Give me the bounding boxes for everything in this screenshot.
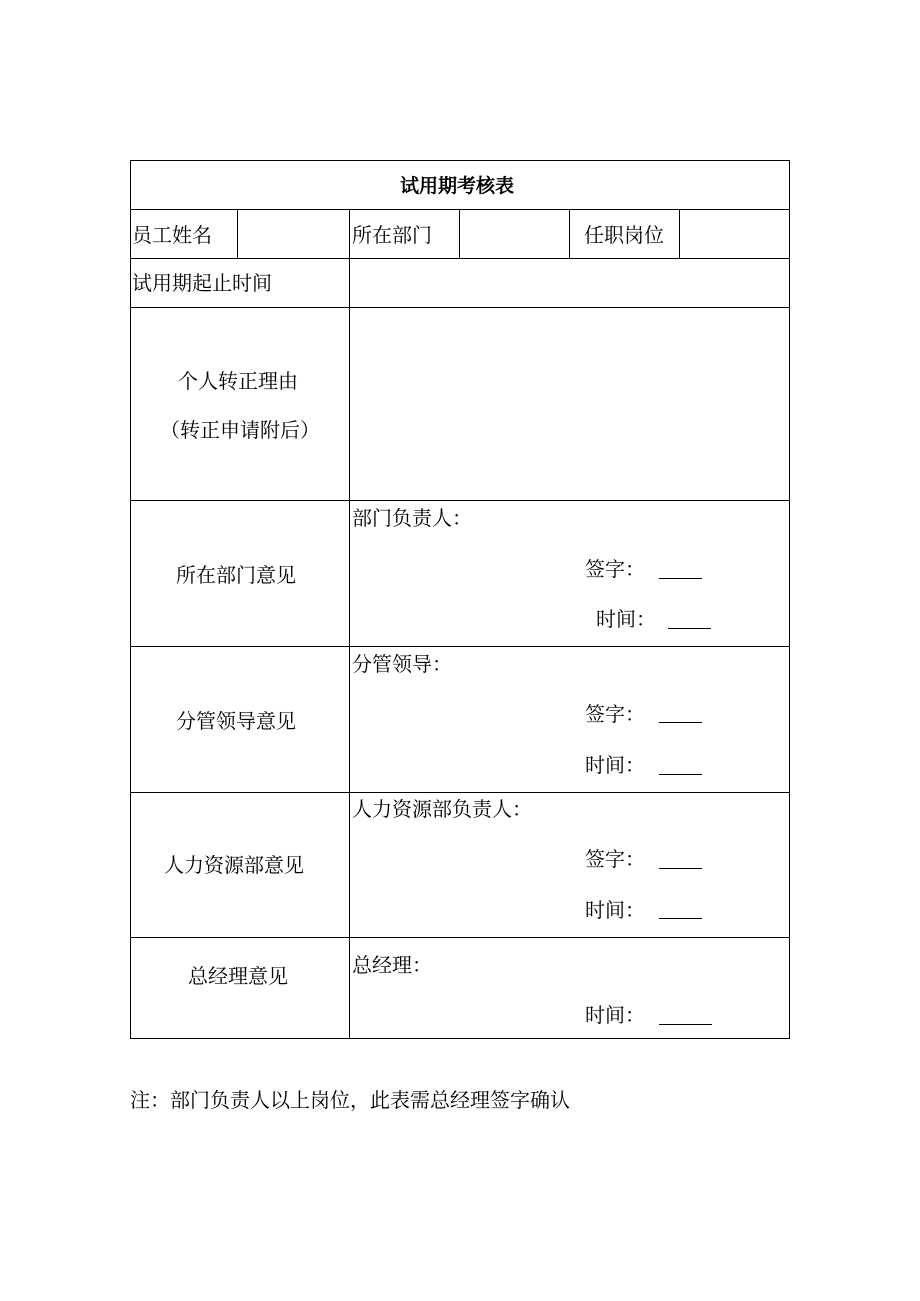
- leader-time-label: 时间：: [585, 753, 645, 777]
- table-border-right: [789, 160, 790, 1039]
- hr-time-blank[interactable]: [659, 918, 702, 919]
- gm-time-blank[interactable]: [659, 1024, 712, 1025]
- leader-head-label: 分管领导：: [352, 652, 452, 676]
- position-field[interactable]: [680, 210, 788, 258]
- gm-opinion-label: 总经理意见: [188, 964, 288, 988]
- gm-head-label: 总经理：: [352, 953, 432, 977]
- dept-sign-blank[interactable]: [659, 578, 702, 579]
- probation-period-field[interactable]: [350, 259, 788, 306]
- employee-name-field[interactable]: [238, 210, 348, 258]
- leader-opinion-label: 分管领导意见: [176, 709, 296, 733]
- confirmation-reason-label: 个人转正理由: [178, 369, 298, 393]
- form-title: 试用期考核表: [400, 175, 515, 197]
- column-divider: [569, 209, 570, 259]
- dept-opinion-label: 所在部门意见: [176, 563, 296, 587]
- dept-time-label: 时间：: [596, 607, 656, 631]
- employee-name-label: 员工姓名: [132, 223, 212, 247]
- confirmation-reason-note: （转正申请附后）: [160, 418, 320, 442]
- hr-sign-blank[interactable]: [659, 868, 702, 869]
- confirmation-reason-field[interactable]: [350, 308, 788, 499]
- footnote: 注：部门负责人以上岗位，此表需总经理签字确认: [130, 1088, 570, 1112]
- hr-time-label: 时间：: [585, 898, 645, 922]
- row-divider: [130, 500, 790, 501]
- hr-opinion-label: 人力资源部意见: [164, 853, 304, 877]
- row-divider: [130, 646, 790, 647]
- dept-head-label: 部门负责人：: [352, 506, 472, 530]
- hr-sign-label: 签字：: [585, 847, 645, 871]
- position-label: 任职岗位: [584, 223, 664, 247]
- table-border-bottom: [130, 1038, 790, 1039]
- dept-sign-label: 签字：: [585, 557, 645, 581]
- leader-time-blank[interactable]: [659, 774, 702, 775]
- leader-sign-blank[interactable]: [659, 722, 702, 723]
- department-field[interactable]: [460, 210, 568, 258]
- row-divider: [130, 937, 790, 938]
- hr-head-label: 人力资源部负责人：: [352, 797, 532, 821]
- table-border-left: [130, 160, 131, 1039]
- leader-sign-label: 签字：: [585, 702, 645, 726]
- probation-period-label: 试用期起止时间: [132, 271, 272, 295]
- table-border-top: [130, 160, 790, 161]
- row-divider: [130, 792, 790, 793]
- dept-time-blank[interactable]: [668, 628, 711, 629]
- department-label: 所在部门: [352, 223, 432, 247]
- gm-time-label: 时间：: [585, 1003, 645, 1027]
